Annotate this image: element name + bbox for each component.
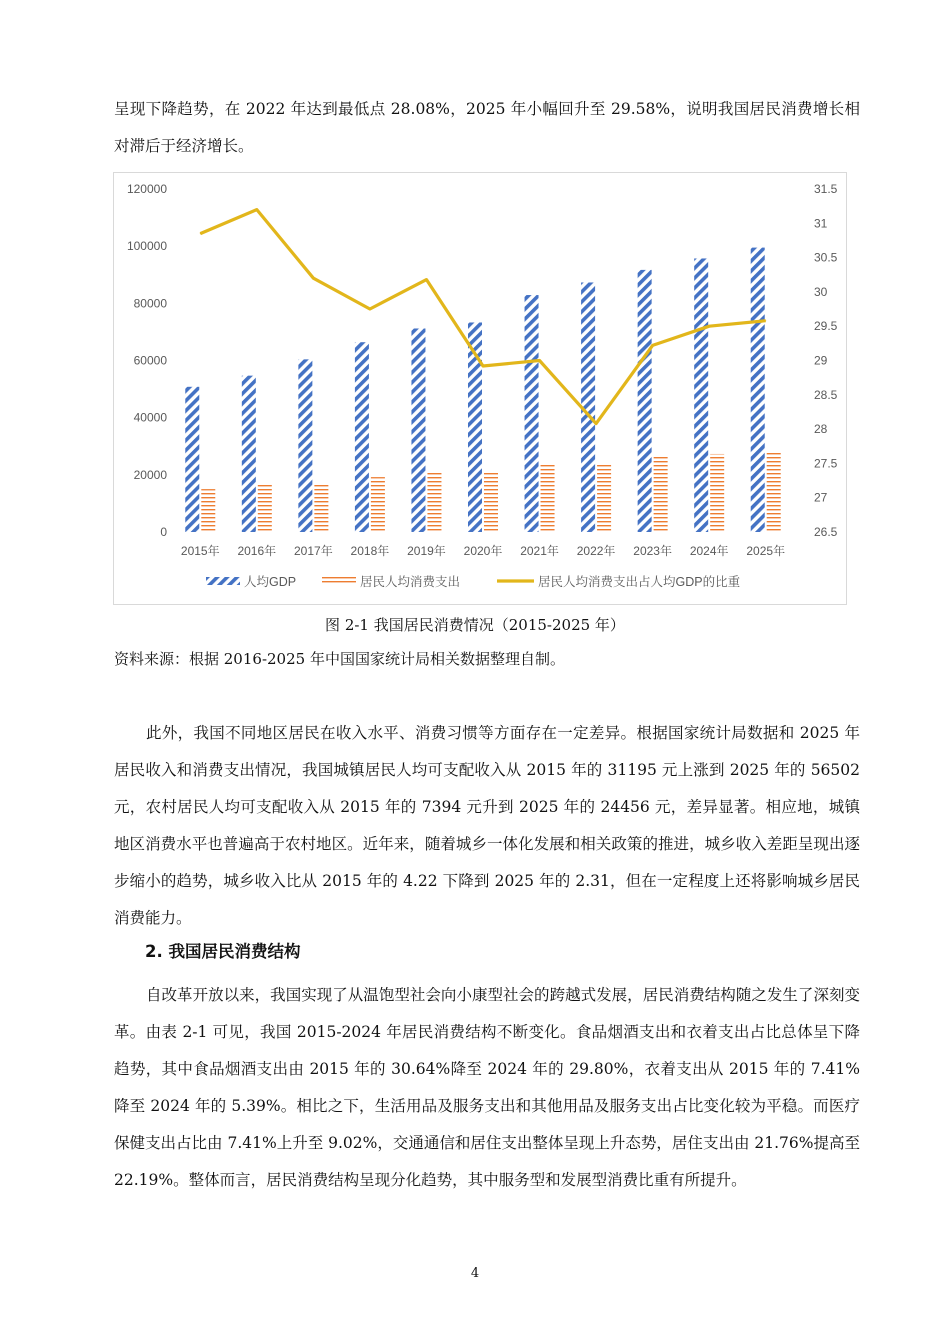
- line-point-consumption-ratio: [709, 326, 710, 327]
- line-point-consumption-ratio: [256, 209, 257, 210]
- section-heading: 2. 我国居民消费结构: [145, 942, 301, 961]
- bar-consumption-per-capita: [597, 464, 611, 532]
- legend-swatch-consumption: [322, 577, 356, 585]
- right-axis-tick-label: 28.5: [814, 387, 838, 402]
- legend-label-gdp: 人均GDP: [244, 575, 297, 589]
- bar-gdp-per-capita: [638, 270, 652, 532]
- right-axis-tick-label: 30.5: [814, 250, 838, 265]
- bar-consumption-per-capita: [371, 477, 385, 532]
- line-point-consumption-ratio: [426, 279, 427, 280]
- x-axis-tick-label: 2024年: [689, 544, 729, 558]
- line-point-consumption-ratio: [596, 423, 597, 424]
- top-paragraph: 呈现下降趋势，在 2022 年达到最低点 28.08%，2025 年小幅回升至 29.58%，说明我国居民消费增长相对滞后于经济增长。: [114, 100, 860, 155]
- x-axis-tick-label: 2018年: [350, 544, 390, 558]
- bar-gdp-per-capita: [751, 248, 765, 532]
- legend-swatch-gdp: [206, 577, 240, 585]
- right-axis-tick-label: 31: [814, 216, 828, 231]
- x-axis-tick-label: 2025年: [746, 544, 786, 558]
- bar-consumption-per-capita: [201, 489, 215, 532]
- page-number: 4: [470, 1266, 480, 1281]
- bar-consumption-per-capita: [484, 473, 498, 532]
- legend-label-ratio: 居民人均消费支出占人均GDP的比重: [538, 575, 741, 589]
- right-axis-tick-label: 31.5: [814, 182, 838, 196]
- bar-consumption-per-capita: [427, 473, 441, 532]
- right-axis-tick-label: 26.5: [814, 525, 838, 539]
- figure-source: 资料来源：根据 2016-2025 年中国国家统计局相关数据整理自制。: [114, 650, 565, 668]
- left-axis-tick-label: 100000: [126, 239, 167, 254]
- line-point-consumption-ratio: [313, 278, 314, 279]
- x-axis-tick-label: 2022年: [576, 544, 616, 558]
- chart-frame: [113, 172, 847, 605]
- line-point-consumption-ratio: [483, 365, 484, 366]
- left-axis-tick-label: 80000: [133, 296, 167, 311]
- consumption-chart: [114, 173, 848, 606]
- bar-consumption-per-capita: [541, 464, 555, 532]
- right-axis-tick-label: 28: [814, 422, 828, 437]
- bar-gdp-per-capita: [694, 258, 708, 532]
- right-axis-tick-label: 30: [814, 284, 828, 299]
- line-point-consumption-ratio: [539, 360, 540, 361]
- bar-consumption-per-capita: [767, 453, 781, 532]
- bar-consumption-per-capita: [314, 483, 328, 532]
- bar-gdp-per-capita: [298, 359, 312, 532]
- bar-gdp-per-capita: [355, 342, 369, 532]
- right-axis-tick-label: 27: [814, 490, 828, 505]
- bar-consumption-per-capita: [258, 483, 272, 532]
- right-axis-tick-label: 29: [814, 353, 828, 368]
- bar-gdp-per-capita: [185, 387, 199, 532]
- x-axis-tick-label: 2016年: [237, 544, 277, 558]
- line-point-consumption-ratio: [652, 345, 653, 346]
- x-axis-tick-label: 2021年: [520, 544, 559, 558]
- paragraph-consumption-structure: 自改革开放以来，我国实现了从温饱型社会向小康型社会的跨越式发展，居民消费结构随之发生了深刻变革。由表 2-1 可见，我国 2015-2024 年居民消费结构不断变化。食品烟酒支出和衣着支出占比总体呈下降趋势，其中食品烟酒支出由 2015 年的 30.64%降至 2024 年的 29.80%，衣着支出从 2015 年的 7.41%降至 2024 年的 5.39%。相比之下，生活用品及服务支出和其他用品及服务支出占比变化较为平稳。而医疗保健支出占比由 7.41%上升至 9.02%，交通通信和居住支出整体呈现上升态势，居住支出由 21.76%提高至 22.19%。整体而言，居民消费结构呈现分化趋势，其中服务型和发展型消费比重有所提升。: [114, 986, 860, 1189]
- bar-consumption-per-capita: [710, 454, 724, 532]
- bar-gdp-per-capita: [411, 328, 425, 532]
- left-axis-tick-label: 40000: [133, 410, 167, 425]
- right-axis-tick-label: 29.5: [814, 319, 838, 334]
- left-axis-tick-label: 0: [160, 525, 167, 539]
- bar-consumption-per-capita: [654, 457, 668, 532]
- x-axis-tick-label: 2015年: [180, 544, 220, 558]
- line-point-consumption-ratio: [200, 233, 201, 234]
- x-axis-tick-label: 2023年: [633, 544, 672, 558]
- figure-caption: 图 2-1 我国居民消费情况（2015-2025 年）: [325, 616, 625, 634]
- right-axis-tick-label: 27.5: [814, 456, 838, 471]
- bar-gdp-per-capita: [242, 376, 256, 532]
- x-axis-tick-label: 2019年: [407, 544, 446, 558]
- series-line-consumption-ratio: [200, 210, 765, 424]
- line-point-consumption-ratio: [369, 309, 370, 310]
- line-point-consumption-ratio: [765, 320, 766, 321]
- left-axis-tick-label: 20000: [133, 467, 167, 482]
- bar-gdp-per-capita: [525, 295, 539, 532]
- left-axis-tick-label: 120000: [126, 182, 167, 196]
- left-axis-tick-label: 60000: [133, 353, 167, 368]
- paragraph-regional-differences: 此外，我国不同地区居民在收入水平、消费习惯等方面存在一定差异。根据国家统计局数据和 2025 年居民收入和消费支出情况，我国城镇居民人均可支配收入从 2015 年的 31195 元上涨到 2025 年的 56502 元，农村居民人均可支配收入从 2015 年的 7394 元升到 2025 年的 24456 元，差异显著。相应地，城镇地区消费水平也普遍高于农村地区。近年来，随着城乡一体化发展和相关政策的推进，城乡收入差距呈现出逐步缩小的趋势，城乡收入比从 2015 年的 4.22 下降到 2025 年的 2.31，但在一定程度上还将影响城乡居民消费能力。: [114, 724, 860, 927]
- x-axis-tick-label: 2020年: [463, 544, 503, 558]
- legend-label-consumption: 居民人均消费支出: [360, 575, 461, 589]
- x-axis-tick-label: 2017年: [294, 544, 333, 558]
